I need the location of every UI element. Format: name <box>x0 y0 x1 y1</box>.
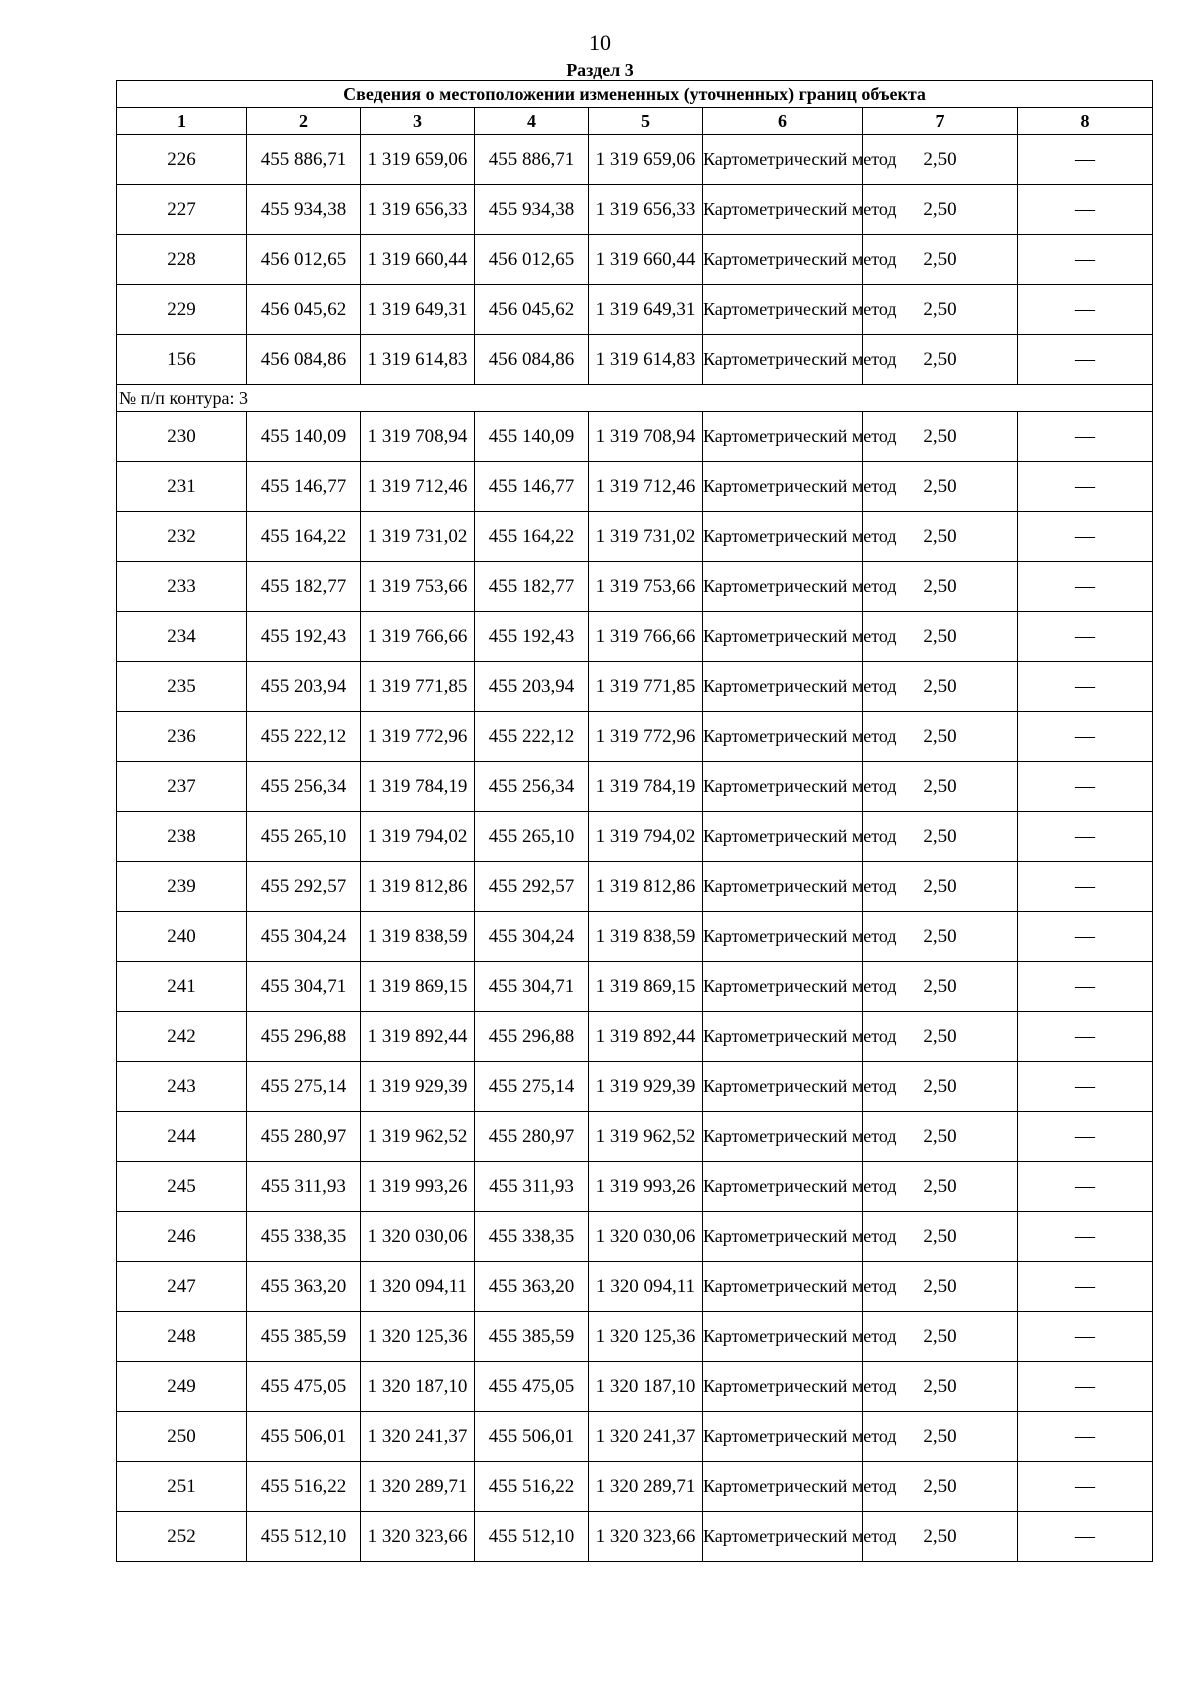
y-existing-cell: 1 320 187,10 <box>361 1362 475 1412</box>
y-refined-cell: 1 320 289,71 <box>589 1462 703 1512</box>
point-number-cell: 234 <box>117 612 247 662</box>
point-number-cell: 232 <box>117 512 247 562</box>
y-existing-cell: 1 319 708,94 <box>361 412 475 462</box>
x-refined-cell: 455 292,57 <box>475 862 589 912</box>
page-number: 10 <box>589 30 611 55</box>
note-cell: — <box>1018 862 1153 912</box>
x-refined-cell: 455 140,09 <box>475 412 589 462</box>
note-cell: — <box>1018 185 1153 235</box>
table-row <box>117 762 1153 812</box>
y-refined-cell: 1 319 656,33 <box>589 185 703 235</box>
y-existing-cell: 1 320 289,71 <box>361 1462 475 1512</box>
x-existing-cell: 456 084,86 <box>247 335 361 385</box>
y-refined-cell: 1 320 125,36 <box>589 1312 703 1362</box>
x-refined-cell: 455 304,71 <box>475 962 589 1012</box>
note-cell: — <box>1018 812 1153 862</box>
accuracy-cell: 2,50 <box>863 462 1018 512</box>
method-cell: Картометрический метод <box>703 185 863 235</box>
y-refined-cell: 1 319 869,15 <box>589 962 703 1012</box>
accuracy-cell: 2,50 <box>863 335 1018 385</box>
accuracy-cell: 2,50 <box>863 1012 1018 1062</box>
method-cell: Картометрический метод <box>703 135 863 185</box>
x-refined-cell: 455 304,24 <box>475 912 589 962</box>
x-refined-cell: 455 934,38 <box>475 185 589 235</box>
accuracy-cell: 2,50 <box>863 612 1018 662</box>
point-number-cell: 235 <box>117 662 247 712</box>
accuracy-cell: 2,50 <box>863 1112 1018 1162</box>
method-cell: Картометрический метод <box>703 762 863 812</box>
x-existing-cell: 455 311,93 <box>247 1162 361 1212</box>
y-refined-cell: 1 320 030,06 <box>589 1212 703 1262</box>
x-existing-cell: 455 146,77 <box>247 462 361 512</box>
accuracy-cell: 2,50 <box>863 962 1018 1012</box>
x-refined-cell: 455 164,22 <box>475 512 589 562</box>
y-refined-cell: 1 319 708,94 <box>589 412 703 462</box>
x-refined-cell: 455 280,97 <box>475 1112 589 1162</box>
note-cell: — <box>1018 135 1153 185</box>
x-refined-cell: 455 256,34 <box>475 762 589 812</box>
table-row <box>117 912 1153 962</box>
method-cell: Картометрический метод <box>703 862 863 912</box>
point-number-cell: 252 <box>117 1512 247 1562</box>
note-cell: — <box>1018 1112 1153 1162</box>
accuracy-cell: 2,50 <box>863 562 1018 612</box>
contour-label: № п/п контура: 3 <box>117 385 1153 412</box>
method-cell: Картометрический метод <box>703 912 863 962</box>
x-refined-cell: 455 296,88 <box>475 1012 589 1062</box>
point-number-cell: 236 <box>117 712 247 762</box>
table-row <box>117 1062 1153 1112</box>
x-refined-cell: 455 475,05 <box>475 1362 589 1412</box>
y-refined-cell: 1 320 094,11 <box>589 1262 703 1312</box>
method-cell: Картометрический метод <box>703 712 863 762</box>
x-refined-cell: 456 045,62 <box>475 285 589 335</box>
column-number-3: 3 <box>361 108 475 135</box>
y-existing-cell: 1 319 659,06 <box>361 135 475 185</box>
x-existing-cell: 455 363,20 <box>247 1262 361 1312</box>
y-existing-cell: 1 319 794,02 <box>361 812 475 862</box>
y-refined-cell: 1 319 659,06 <box>589 135 703 185</box>
point-number-cell: 245 <box>117 1162 247 1212</box>
x-existing-cell: 455 140,09 <box>247 412 361 462</box>
point-number-cell: 228 <box>117 235 247 285</box>
point-number-cell: 251 <box>117 1462 247 1512</box>
method-cell: Картометрический метод <box>703 235 863 285</box>
note-cell: — <box>1018 712 1153 762</box>
x-existing-cell: 455 516,22 <box>247 1462 361 1512</box>
y-existing-cell: 1 319 649,31 <box>361 285 475 335</box>
method-cell: Картометрический метод <box>703 1062 863 1112</box>
method-cell: Картометрический метод <box>703 1112 863 1162</box>
x-existing-cell: 455 292,57 <box>247 862 361 912</box>
column-number-4: 4 <box>475 108 589 135</box>
note-cell: — <box>1018 1012 1153 1062</box>
column-number-1: 1 <box>117 108 247 135</box>
x-existing-cell: 455 280,97 <box>247 1112 361 1162</box>
x-existing-cell: 455 304,71 <box>247 962 361 1012</box>
note-cell: — <box>1018 1462 1153 1512</box>
y-existing-cell: 1 320 094,11 <box>361 1262 475 1312</box>
table-row <box>117 235 1153 285</box>
table-row <box>117 512 1153 562</box>
y-refined-cell: 1 319 614,83 <box>589 335 703 385</box>
y-existing-cell: 1 319 731,02 <box>361 512 475 562</box>
table-caption: Сведения о местоположении измененных (уточненных) границ объекта <box>117 81 1153 108</box>
note-cell: — <box>1018 1162 1153 1212</box>
point-number-cell: 238 <box>117 812 247 862</box>
x-existing-cell: 455 506,01 <box>247 1412 361 1462</box>
y-existing-cell: 1 319 784,19 <box>361 762 475 812</box>
method-cell: Картометрический метод <box>703 285 863 335</box>
note-cell: — <box>1018 462 1153 512</box>
y-refined-cell: 1 319 838,59 <box>589 912 703 962</box>
table-row <box>117 962 1153 1012</box>
x-existing-cell: 455 304,24 <box>247 912 361 962</box>
table-row <box>117 135 1153 185</box>
table-row <box>117 1112 1153 1162</box>
note-cell: — <box>1018 335 1153 385</box>
table-row <box>117 662 1153 712</box>
x-existing-cell: 455 296,88 <box>247 1012 361 1062</box>
column-number-6: 6 <box>703 108 863 135</box>
table-row <box>117 1512 1153 1562</box>
method-cell: Картометрический метод <box>703 1462 863 1512</box>
accuracy-cell: 2,50 <box>863 762 1018 812</box>
y-existing-cell: 1 319 656,33 <box>361 185 475 235</box>
method-cell: Картометрический метод <box>703 1162 863 1212</box>
y-existing-cell: 1 319 929,39 <box>361 1062 475 1112</box>
y-refined-cell: 1 319 649,31 <box>589 285 703 335</box>
point-number-cell: 229 <box>117 285 247 335</box>
y-existing-cell: 1 319 772,96 <box>361 712 475 762</box>
x-refined-cell: 455 265,10 <box>475 812 589 862</box>
y-existing-cell: 1 319 766,66 <box>361 612 475 662</box>
accuracy-cell: 2,50 <box>863 662 1018 712</box>
note-cell: — <box>1018 1512 1153 1562</box>
table-row <box>117 862 1153 912</box>
point-number-cell: 248 <box>117 1312 247 1362</box>
table-row <box>117 1212 1153 1262</box>
y-refined-cell: 1 319 731,02 <box>589 512 703 562</box>
note-cell: — <box>1018 235 1153 285</box>
x-existing-cell: 455 886,71 <box>247 135 361 185</box>
y-existing-cell: 1 319 962,52 <box>361 1112 475 1162</box>
accuracy-cell: 2,50 <box>863 1512 1018 1562</box>
x-refined-cell: 455 146,77 <box>475 462 589 512</box>
accuracy-cell: 2,50 <box>863 235 1018 285</box>
accuracy-cell: 2,50 <box>863 1362 1018 1412</box>
boundary-coordinates-table <box>116 80 1153 1562</box>
x-existing-cell: 455 338,35 <box>247 1212 361 1262</box>
table-row <box>117 1462 1153 1512</box>
y-refined-cell: 1 319 712,46 <box>589 462 703 512</box>
y-refined-cell: 1 319 812,86 <box>589 862 703 912</box>
note-cell: — <box>1018 1412 1153 1462</box>
method-cell: Картометрический метод <box>703 962 863 1012</box>
x-existing-cell: 455 512,10 <box>247 1512 361 1562</box>
method-cell: Картометрический метод <box>703 1212 863 1262</box>
x-existing-cell: 455 222,12 <box>247 712 361 762</box>
table-row <box>117 1162 1153 1212</box>
point-number-cell: 231 <box>117 462 247 512</box>
accuracy-cell: 2,50 <box>863 712 1018 762</box>
point-number-cell: 227 <box>117 185 247 235</box>
accuracy-cell: 2,50 <box>863 812 1018 862</box>
y-refined-cell: 1 319 892,44 <box>589 1012 703 1062</box>
y-existing-cell: 1 319 892,44 <box>361 1012 475 1062</box>
x-refined-cell: 456 012,65 <box>475 235 589 285</box>
accuracy-cell: 2,50 <box>863 1412 1018 1462</box>
y-existing-cell: 1 320 125,36 <box>361 1312 475 1362</box>
note-cell: — <box>1018 962 1153 1012</box>
y-refined-cell: 1 320 323,66 <box>589 1512 703 1562</box>
x-existing-cell: 455 275,14 <box>247 1062 361 1112</box>
y-existing-cell: 1 319 753,66 <box>361 562 475 612</box>
method-cell: Картометрический метод <box>703 1262 863 1312</box>
y-refined-cell: 1 319 771,85 <box>589 662 703 712</box>
y-existing-cell: 1 319 869,15 <box>361 962 475 1012</box>
accuracy-cell: 2,50 <box>863 135 1018 185</box>
y-refined-cell: 1 320 241,37 <box>589 1412 703 1462</box>
y-existing-cell: 1 319 660,44 <box>361 235 475 285</box>
y-refined-cell: 1 319 772,96 <box>589 712 703 762</box>
point-number-cell: 241 <box>117 962 247 1012</box>
point-number-cell: 243 <box>117 1062 247 1112</box>
x-existing-cell: 455 203,94 <box>247 662 361 712</box>
table-row <box>117 185 1153 235</box>
accuracy-cell: 2,50 <box>863 1262 1018 1312</box>
method-cell: Картометрический метод <box>703 1512 863 1562</box>
y-refined-cell: 1 319 766,66 <box>589 612 703 662</box>
table-row <box>117 812 1153 862</box>
table-row <box>117 1262 1153 1312</box>
accuracy-cell: 2,50 <box>863 1312 1018 1362</box>
x-refined-cell: 455 182,77 <box>475 562 589 612</box>
column-number-7: 7 <box>863 108 1018 135</box>
note-cell: — <box>1018 562 1153 612</box>
note-cell: — <box>1018 1312 1153 1362</box>
accuracy-cell: 2,50 <box>863 862 1018 912</box>
accuracy-cell: 2,50 <box>863 512 1018 562</box>
method-cell: Картометрический метод <box>703 562 863 612</box>
note-cell: — <box>1018 1212 1153 1262</box>
accuracy-cell: 2,50 <box>863 412 1018 462</box>
method-cell: Картометрический метод <box>703 512 863 562</box>
note-cell: — <box>1018 412 1153 462</box>
point-number-cell: 247 <box>117 1262 247 1312</box>
column-number-row <box>117 108 1153 135</box>
x-refined-cell: 455 886,71 <box>475 135 589 185</box>
point-number-cell: 240 <box>117 912 247 962</box>
x-refined-cell: 455 338,35 <box>475 1212 589 1262</box>
point-number-cell: 233 <box>117 562 247 612</box>
y-existing-cell: 1 319 993,26 <box>361 1162 475 1212</box>
y-existing-cell: 1 320 241,37 <box>361 1412 475 1462</box>
method-cell: Картометрический метод <box>703 1362 863 1412</box>
note-cell: — <box>1018 1062 1153 1112</box>
x-refined-cell: 455 506,01 <box>475 1412 589 1462</box>
x-refined-cell: 455 222,12 <box>475 712 589 762</box>
x-existing-cell: 455 385,59 <box>247 1312 361 1362</box>
point-number-cell: 239 <box>117 862 247 912</box>
x-refined-cell: 455 203,94 <box>475 662 589 712</box>
y-refined-cell: 1 319 962,52 <box>589 1112 703 1162</box>
y-existing-cell: 1 319 838,59 <box>361 912 475 962</box>
y-refined-cell: 1 319 794,02 <box>589 812 703 862</box>
table-row <box>117 1412 1153 1462</box>
x-existing-cell: 455 192,43 <box>247 612 361 662</box>
note-cell: — <box>1018 1362 1153 1412</box>
x-existing-cell: 455 256,34 <box>247 762 361 812</box>
accuracy-cell: 2,50 <box>863 1462 1018 1512</box>
y-refined-cell: 1 319 784,19 <box>589 762 703 812</box>
contour-row <box>117 385 1153 412</box>
method-cell: Картометрический метод <box>703 462 863 512</box>
accuracy-cell: 2,50 <box>863 912 1018 962</box>
section-title: Раздел 3 <box>566 60 634 80</box>
y-existing-cell: 1 319 771,85 <box>361 662 475 712</box>
note-cell: — <box>1018 612 1153 662</box>
note-cell: — <box>1018 662 1153 712</box>
note-cell: — <box>1018 1262 1153 1312</box>
note-cell: — <box>1018 762 1153 812</box>
note-cell: — <box>1018 285 1153 335</box>
x-refined-cell: 455 311,93 <box>475 1162 589 1212</box>
x-refined-cell: 456 084,86 <box>475 335 589 385</box>
y-existing-cell: 1 320 030,06 <box>361 1212 475 1262</box>
x-refined-cell: 455 385,59 <box>475 1312 589 1362</box>
point-number-cell: 156 <box>117 335 247 385</box>
column-number-8: 8 <box>1018 108 1153 135</box>
x-existing-cell: 455 265,10 <box>247 812 361 862</box>
method-cell: Картометрический метод <box>703 612 863 662</box>
x-refined-cell: 455 275,14 <box>475 1062 589 1112</box>
y-existing-cell: 1 319 614,83 <box>361 335 475 385</box>
x-refined-cell: 455 512,10 <box>475 1512 589 1562</box>
y-existing-cell: 1 319 812,86 <box>361 862 475 912</box>
column-number-5: 5 <box>589 108 703 135</box>
table-row <box>117 335 1153 385</box>
x-existing-cell: 455 934,38 <box>247 185 361 235</box>
table-row <box>117 285 1153 335</box>
note-cell: — <box>1018 512 1153 562</box>
point-number-cell: 244 <box>117 1112 247 1162</box>
y-existing-cell: 1 320 323,66 <box>361 1512 475 1562</box>
table-row <box>117 712 1153 762</box>
x-existing-cell: 455 475,05 <box>247 1362 361 1412</box>
y-refined-cell: 1 319 929,39 <box>589 1062 703 1112</box>
column-number-2: 2 <box>247 108 361 135</box>
table-row <box>117 412 1153 462</box>
table-body <box>117 135 1153 1562</box>
accuracy-cell: 2,50 <box>863 1062 1018 1112</box>
y-existing-cell: 1 319 712,46 <box>361 462 475 512</box>
x-existing-cell: 456 045,62 <box>247 285 361 335</box>
y-refined-cell: 1 319 993,26 <box>589 1162 703 1212</box>
method-cell: Картометрический метод <box>703 1412 863 1462</box>
method-cell: Картометрический метод <box>703 1312 863 1362</box>
note-cell: — <box>1018 912 1153 962</box>
point-number-cell: 246 <box>117 1212 247 1262</box>
table-row <box>117 562 1153 612</box>
method-cell: Картометрический метод <box>703 1012 863 1062</box>
y-refined-cell: 1 319 753,66 <box>589 562 703 612</box>
y-refined-cell: 1 319 660,44 <box>589 235 703 285</box>
x-refined-cell: 455 192,43 <box>475 612 589 662</box>
point-number-cell: 230 <box>117 412 247 462</box>
method-cell: Картометрический метод <box>703 412 863 462</box>
table-row <box>117 1312 1153 1362</box>
x-refined-cell: 455 516,22 <box>475 1462 589 1512</box>
point-number-cell: 226 <box>117 135 247 185</box>
x-existing-cell: 456 012,65 <box>247 235 361 285</box>
point-number-cell: 242 <box>117 1012 247 1062</box>
accuracy-cell: 2,50 <box>863 185 1018 235</box>
x-existing-cell: 455 182,77 <box>247 562 361 612</box>
method-cell: Картометрический метод <box>703 812 863 862</box>
point-number-cell: 249 <box>117 1362 247 1412</box>
method-cell: Картометрический метод <box>703 335 863 385</box>
accuracy-cell: 2,50 <box>863 1212 1018 1262</box>
table-row <box>117 462 1153 512</box>
accuracy-cell: 2,50 <box>863 1162 1018 1212</box>
point-number-cell: 237 <box>117 762 247 812</box>
x-existing-cell: 455 164,22 <box>247 512 361 562</box>
table-row <box>117 1012 1153 1062</box>
table-row <box>117 612 1153 662</box>
table-row <box>117 1362 1153 1412</box>
method-cell: Картометрический метод <box>703 662 863 712</box>
accuracy-cell: 2,50 <box>863 285 1018 335</box>
y-refined-cell: 1 320 187,10 <box>589 1362 703 1412</box>
point-number-cell: 250 <box>117 1412 247 1462</box>
x-refined-cell: 455 363,20 <box>475 1262 589 1312</box>
